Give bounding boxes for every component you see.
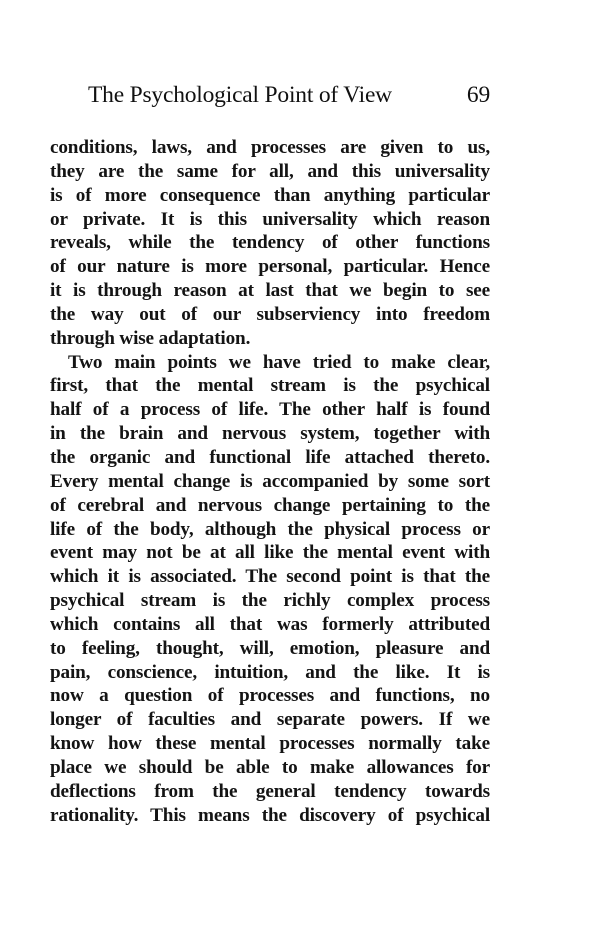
text-line: through wise adaptation. bbox=[50, 327, 251, 349]
text-line: of our nature is more personal, particular. Hence bbox=[50, 256, 490, 278]
text-line: is of more consequence than anything particular bbox=[50, 184, 490, 206]
text-line: longer of faculties and separate powers. If we bbox=[50, 709, 490, 731]
text-line: they are the same for all, and this universality bbox=[50, 160, 490, 182]
chapter-title: The Psychological Point of View bbox=[88, 82, 392, 108]
text-line: the organic and functional life attached thereto. bbox=[50, 446, 490, 468]
text-line: the way out of our subserviency into freedom bbox=[50, 303, 490, 325]
paragraph-1 bbox=[50, 136, 490, 351]
text-line: psychical stream is the richly complex process bbox=[50, 590, 490, 612]
text-line: to feeling, thought, will, emotion, pleasure and bbox=[50, 637, 490, 659]
text-line: know how these mental processes normally take bbox=[50, 733, 490, 755]
text-line: which it is associated. The second point is that the bbox=[50, 566, 490, 588]
text-line: Two main points we have tried to make clear, bbox=[68, 351, 490, 373]
text-line: or private. It is this universality which reason bbox=[50, 208, 490, 230]
text-line: rationality. This means the discovery of psychical bbox=[50, 804, 490, 826]
text-line: reveals, while the tendency of other functions bbox=[50, 232, 490, 254]
text-line: of cerebral and nervous change pertaining to the bbox=[50, 494, 490, 516]
text-line: it is through reason at last that we begin to see bbox=[50, 280, 490, 302]
text-line: half of a process of life. The other half is found bbox=[50, 399, 490, 421]
text-line: deflections from the general tendency towards bbox=[50, 780, 490, 802]
text-line: life of the body, although the physical process or bbox=[50, 518, 490, 540]
text-line: event may not be at all like the mental event with bbox=[50, 542, 490, 564]
running-head bbox=[88, 82, 490, 114]
body-text bbox=[50, 136, 490, 827]
text-line: pain, conscience, intuition, and the like. It is bbox=[50, 661, 490, 683]
text-line: first, that the mental stream is the psychical bbox=[50, 375, 490, 397]
text-line: Every mental change is accompanied by some sort bbox=[50, 470, 490, 492]
text-line: which contains all that was formerly attributed bbox=[50, 613, 490, 635]
text-line: now a question of processes and functions, no bbox=[50, 685, 490, 707]
text-line: place we should be able to make allowances for bbox=[50, 756, 490, 778]
page-number: 69 bbox=[466, 82, 490, 108]
text-line: conditions, laws, and processes are given to us, bbox=[50, 137, 490, 158]
paragraph-2 bbox=[50, 351, 490, 828]
text-line: in the brain and nervous system, together with bbox=[50, 423, 490, 445]
